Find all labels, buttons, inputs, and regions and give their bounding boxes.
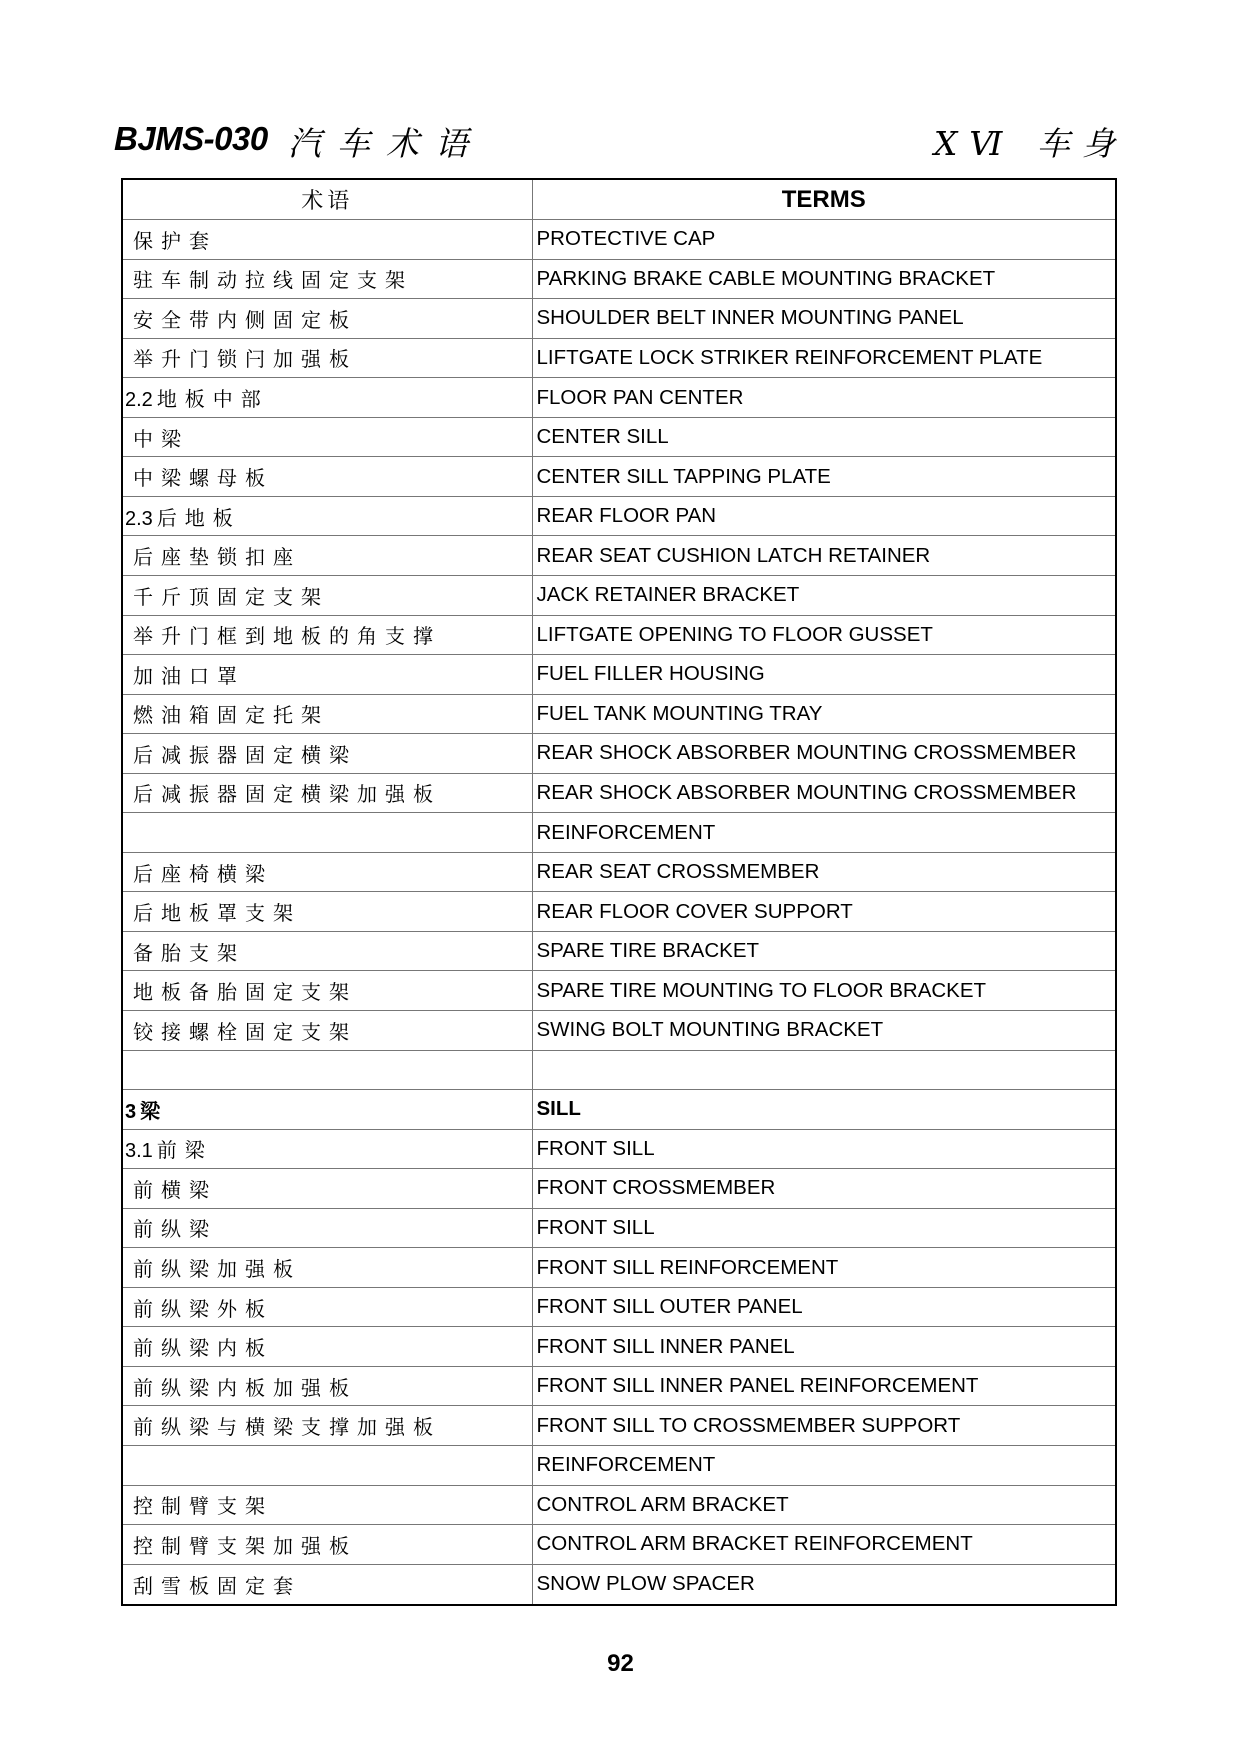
term-english-cell: FUEL FILLER HOUSING — [532, 655, 1115, 695]
term-chinese: 控制臂支架加强板 — [133, 1533, 357, 1558]
term-chinese-cell — [123, 1287, 532, 1327]
term-english-cell: LIFTGATE OPENING TO FLOOR GUSSET — [532, 615, 1115, 655]
table-row — [123, 1169, 1115, 1209]
table-row — [123, 1525, 1115, 1565]
term-chinese-cell — [123, 971, 532, 1011]
table-row — [123, 694, 1115, 734]
table-row — [123, 1129, 1115, 1169]
term-english-cell: LIFTGATE LOCK STRIKER REINFORCEMENT PLATE — [532, 338, 1115, 378]
term-chinese: 前纵梁外板 — [133, 1296, 273, 1321]
terms-table — [121, 178, 1117, 1606]
term-chinese-cell — [123, 1169, 532, 1209]
table-row — [123, 1446, 1115, 1486]
term-chinese-cell — [123, 615, 532, 655]
term-chinese: 加油口罩 — [133, 663, 245, 688]
term-english-cell: PARKING BRAKE CABLE MOUNTING BRACKET — [532, 259, 1115, 299]
table-header-row — [123, 180, 1115, 220]
term-chinese: 前纵梁加强板 — [133, 1257, 301, 1282]
table-row — [123, 417, 1115, 457]
section-number: 3 — [125, 1100, 137, 1123]
table-row — [123, 1287, 1115, 1327]
table-row — [123, 1485, 1115, 1525]
term-chinese: 地板备胎固定支架 — [133, 980, 357, 1005]
column-header-english: TERMS — [532, 180, 1115, 220]
section-number: 2.2 — [125, 389, 153, 411]
term-english-cell: PROTECTIVE CAP — [532, 220, 1115, 260]
table-row — [123, 1327, 1115, 1367]
term-chinese: 前梁 — [156, 1138, 213, 1163]
term-english-cell: FRONT SILL — [532, 1129, 1115, 1169]
table-row — [123, 1564, 1115, 1604]
table-row — [123, 496, 1115, 536]
term-english-cell: REAR SHOCK ABSORBER MOUNTING CROSSMEMBER — [532, 734, 1115, 774]
table-row — [123, 220, 1115, 260]
term-english-cell: FUEL TANK MOUNTING TRAY — [532, 694, 1115, 734]
term-english-cell: REAR SHOCK ABSORBER MOUNTING CROSSMEMBER — [532, 773, 1115, 813]
term-chinese-cell — [123, 931, 532, 971]
term-chinese-cell — [123, 1525, 532, 1565]
term-chinese-cell — [123, 1248, 532, 1288]
page-number: 92 — [607, 1650, 634, 1677]
table-row — [123, 1406, 1115, 1446]
term-chinese-cell — [123, 1446, 532, 1486]
table-row — [123, 1366, 1115, 1406]
term-chinese-cell — [123, 655, 532, 695]
term-english-cell: SPARE TIRE MOUNTING TO FLOOR BRACKET — [532, 971, 1115, 1011]
table-row — [123, 259, 1115, 299]
document-code: BJMS-030 — [114, 120, 268, 157]
term-chinese: 前纵梁与横梁支撑加强板 — [133, 1415, 441, 1440]
page-header — [114, 116, 1127, 166]
term-english-cell: FRONT SILL INNER PANEL — [532, 1327, 1115, 1367]
term-chinese-cell — [123, 1485, 532, 1525]
term-english-cell: REAR SEAT CROSSMEMBER — [532, 852, 1115, 892]
term-english-cell: SILL — [532, 1090, 1115, 1130]
term-chinese: 后减振器固定横梁 — [133, 742, 357, 767]
term-chinese: 前纵梁内板加强板 — [133, 1375, 357, 1400]
term-chinese-cell — [123, 1208, 532, 1248]
table-row — [123, 299, 1115, 339]
table-row — [123, 1090, 1115, 1130]
table-row — [123, 378, 1115, 418]
term-chinese: 控制臂支架 — [133, 1494, 273, 1519]
term-chinese: 刮雪板固定套 — [133, 1573, 301, 1598]
table-row — [123, 931, 1115, 971]
term-english-cell: CONTROL ARM BRACKET — [532, 1485, 1115, 1525]
term-chinese-cell — [123, 852, 532, 892]
term-chinese-cell — [123, 496, 532, 536]
term-chinese: 前纵梁 — [133, 1217, 217, 1242]
term-chinese-cell — [123, 1010, 532, 1050]
term-chinese: 前横梁 — [133, 1177, 217, 1202]
term-chinese-cell — [123, 378, 532, 418]
term-english-cell: FRONT SILL INNER PANEL REINFORCEMENT — [532, 1366, 1115, 1406]
table-row — [123, 536, 1115, 576]
term-chinese-cell — [123, 813, 532, 853]
term-english-cell: REINFORCEMENT — [532, 1446, 1115, 1486]
table-row — [123, 852, 1115, 892]
term-chinese-cell — [123, 536, 532, 576]
term-chinese: 后座垫锁扣座 — [133, 545, 301, 570]
term-english-cell: REINFORCEMENT — [532, 813, 1115, 853]
term-chinese-cell — [123, 220, 532, 260]
term-chinese: 中梁螺母板 — [133, 466, 273, 491]
term-english-cell: REAR FLOOR COVER SUPPORT — [532, 892, 1115, 932]
table-row — [123, 773, 1115, 813]
term-english-cell: FRONT SILL REINFORCEMENT — [532, 1248, 1115, 1288]
term-english-cell: CONTROL ARM BRACKET REINFORCEMENT — [532, 1525, 1115, 1565]
table-row — [123, 615, 1115, 655]
term-english-cell: FRONT SILL TO CROSSMEMBER SUPPORT — [532, 1406, 1115, 1446]
term-chinese-cell — [123, 1050, 532, 1090]
term-chinese: 驻车制动拉线固定支架 — [133, 268, 413, 293]
term-chinese-cell — [123, 892, 532, 932]
table-body — [123, 220, 1115, 1604]
term-chinese-cell — [123, 259, 532, 299]
section-number: 3.1 — [125, 1140, 153, 1163]
term-english-cell: JACK RETAINER BRACKET — [532, 575, 1115, 615]
term-english-cell: FRONT CROSSMEMBER — [532, 1169, 1115, 1209]
table-row — [123, 813, 1115, 853]
term-english-cell: SHOULDER BELT INNER MOUNTING PANEL — [532, 299, 1115, 339]
term-chinese: 举升门锁闩加强板 — [133, 347, 357, 372]
term-chinese: 后地板 — [156, 505, 241, 530]
term-chinese-cell — [123, 1366, 532, 1406]
term-chinese-cell — [123, 694, 532, 734]
term-english-cell: FRONT SILL — [532, 1208, 1115, 1248]
term-chinese: 后座椅横梁 — [133, 861, 273, 886]
term-chinese: 千斤顶固定支架 — [133, 584, 329, 609]
table-row — [123, 338, 1115, 378]
term-chinese: 备胎支架 — [133, 940, 245, 965]
table-row — [123, 655, 1115, 695]
term-chinese-cell — [123, 299, 532, 339]
term-english-cell: CENTER SILL TAPPING PLATE — [532, 457, 1115, 497]
term-english-cell: REAR FLOOR PAN — [532, 496, 1115, 536]
table-row — [123, 457, 1115, 497]
term-english-cell: FRONT SILL OUTER PANEL — [532, 1287, 1115, 1327]
term-chinese: 中梁 — [133, 426, 189, 451]
term-chinese: 燃油箱固定托架 — [133, 703, 329, 728]
table-row — [123, 1010, 1115, 1050]
section-number: 2.3 — [125, 507, 153, 530]
term-chinese-cell — [123, 1564, 532, 1604]
term-chinese: 前纵梁内板 — [133, 1336, 273, 1361]
term-chinese: 地板中部 — [156, 387, 269, 411]
document-title: 汽车术语 — [288, 124, 484, 163]
term-chinese: 安全带内侧固定板 — [133, 307, 357, 332]
table-row — [123, 1248, 1115, 1288]
term-chinese-cell — [123, 1406, 532, 1446]
term-english-cell: SPARE TIRE BRACKET — [532, 931, 1115, 971]
table-row — [123, 575, 1115, 615]
term-chinese-cell — [123, 338, 532, 378]
term-english-cell: REAR SEAT CUSHION LATCH RETAINER — [532, 536, 1115, 576]
section-title: XⅥ 车身 — [933, 124, 1127, 163]
table-row — [123, 892, 1115, 932]
term-chinese-cell — [123, 1129, 532, 1169]
term-english-cell: SNOW PLOW SPACER — [532, 1564, 1115, 1604]
term-chinese-cell — [123, 734, 532, 774]
term-chinese: 铰接螺栓固定支架 — [133, 1019, 357, 1044]
term-chinese-cell — [123, 1090, 532, 1130]
term-chinese-cell — [123, 575, 532, 615]
term-english-cell: FLOOR PAN CENTER — [532, 378, 1115, 418]
term-chinese: 举升门框到地板的角支撑 — [133, 624, 441, 649]
term-chinese-cell — [123, 457, 532, 497]
term-english-cell: CENTER SILL — [532, 417, 1115, 457]
column-header-chinese: 术语 — [123, 180, 532, 220]
table-row — [123, 1050, 1115, 1090]
term-chinese-cell — [123, 1327, 532, 1367]
term-chinese-cell — [123, 417, 532, 457]
term-chinese: 保护套 — [133, 228, 217, 253]
table-row — [123, 971, 1115, 1011]
term-english-cell — [532, 1050, 1115, 1090]
term-english-cell: SWING BOLT MOUNTING BRACKET — [532, 1010, 1115, 1050]
term-chinese: 梁 — [140, 1098, 169, 1123]
table-row — [123, 1208, 1115, 1248]
term-chinese-cell — [123, 773, 532, 813]
table-row — [123, 734, 1115, 774]
term-chinese: 后地板罩支架 — [133, 901, 301, 926]
term-chinese: 后减振器固定横梁加强板 — [133, 782, 441, 807]
